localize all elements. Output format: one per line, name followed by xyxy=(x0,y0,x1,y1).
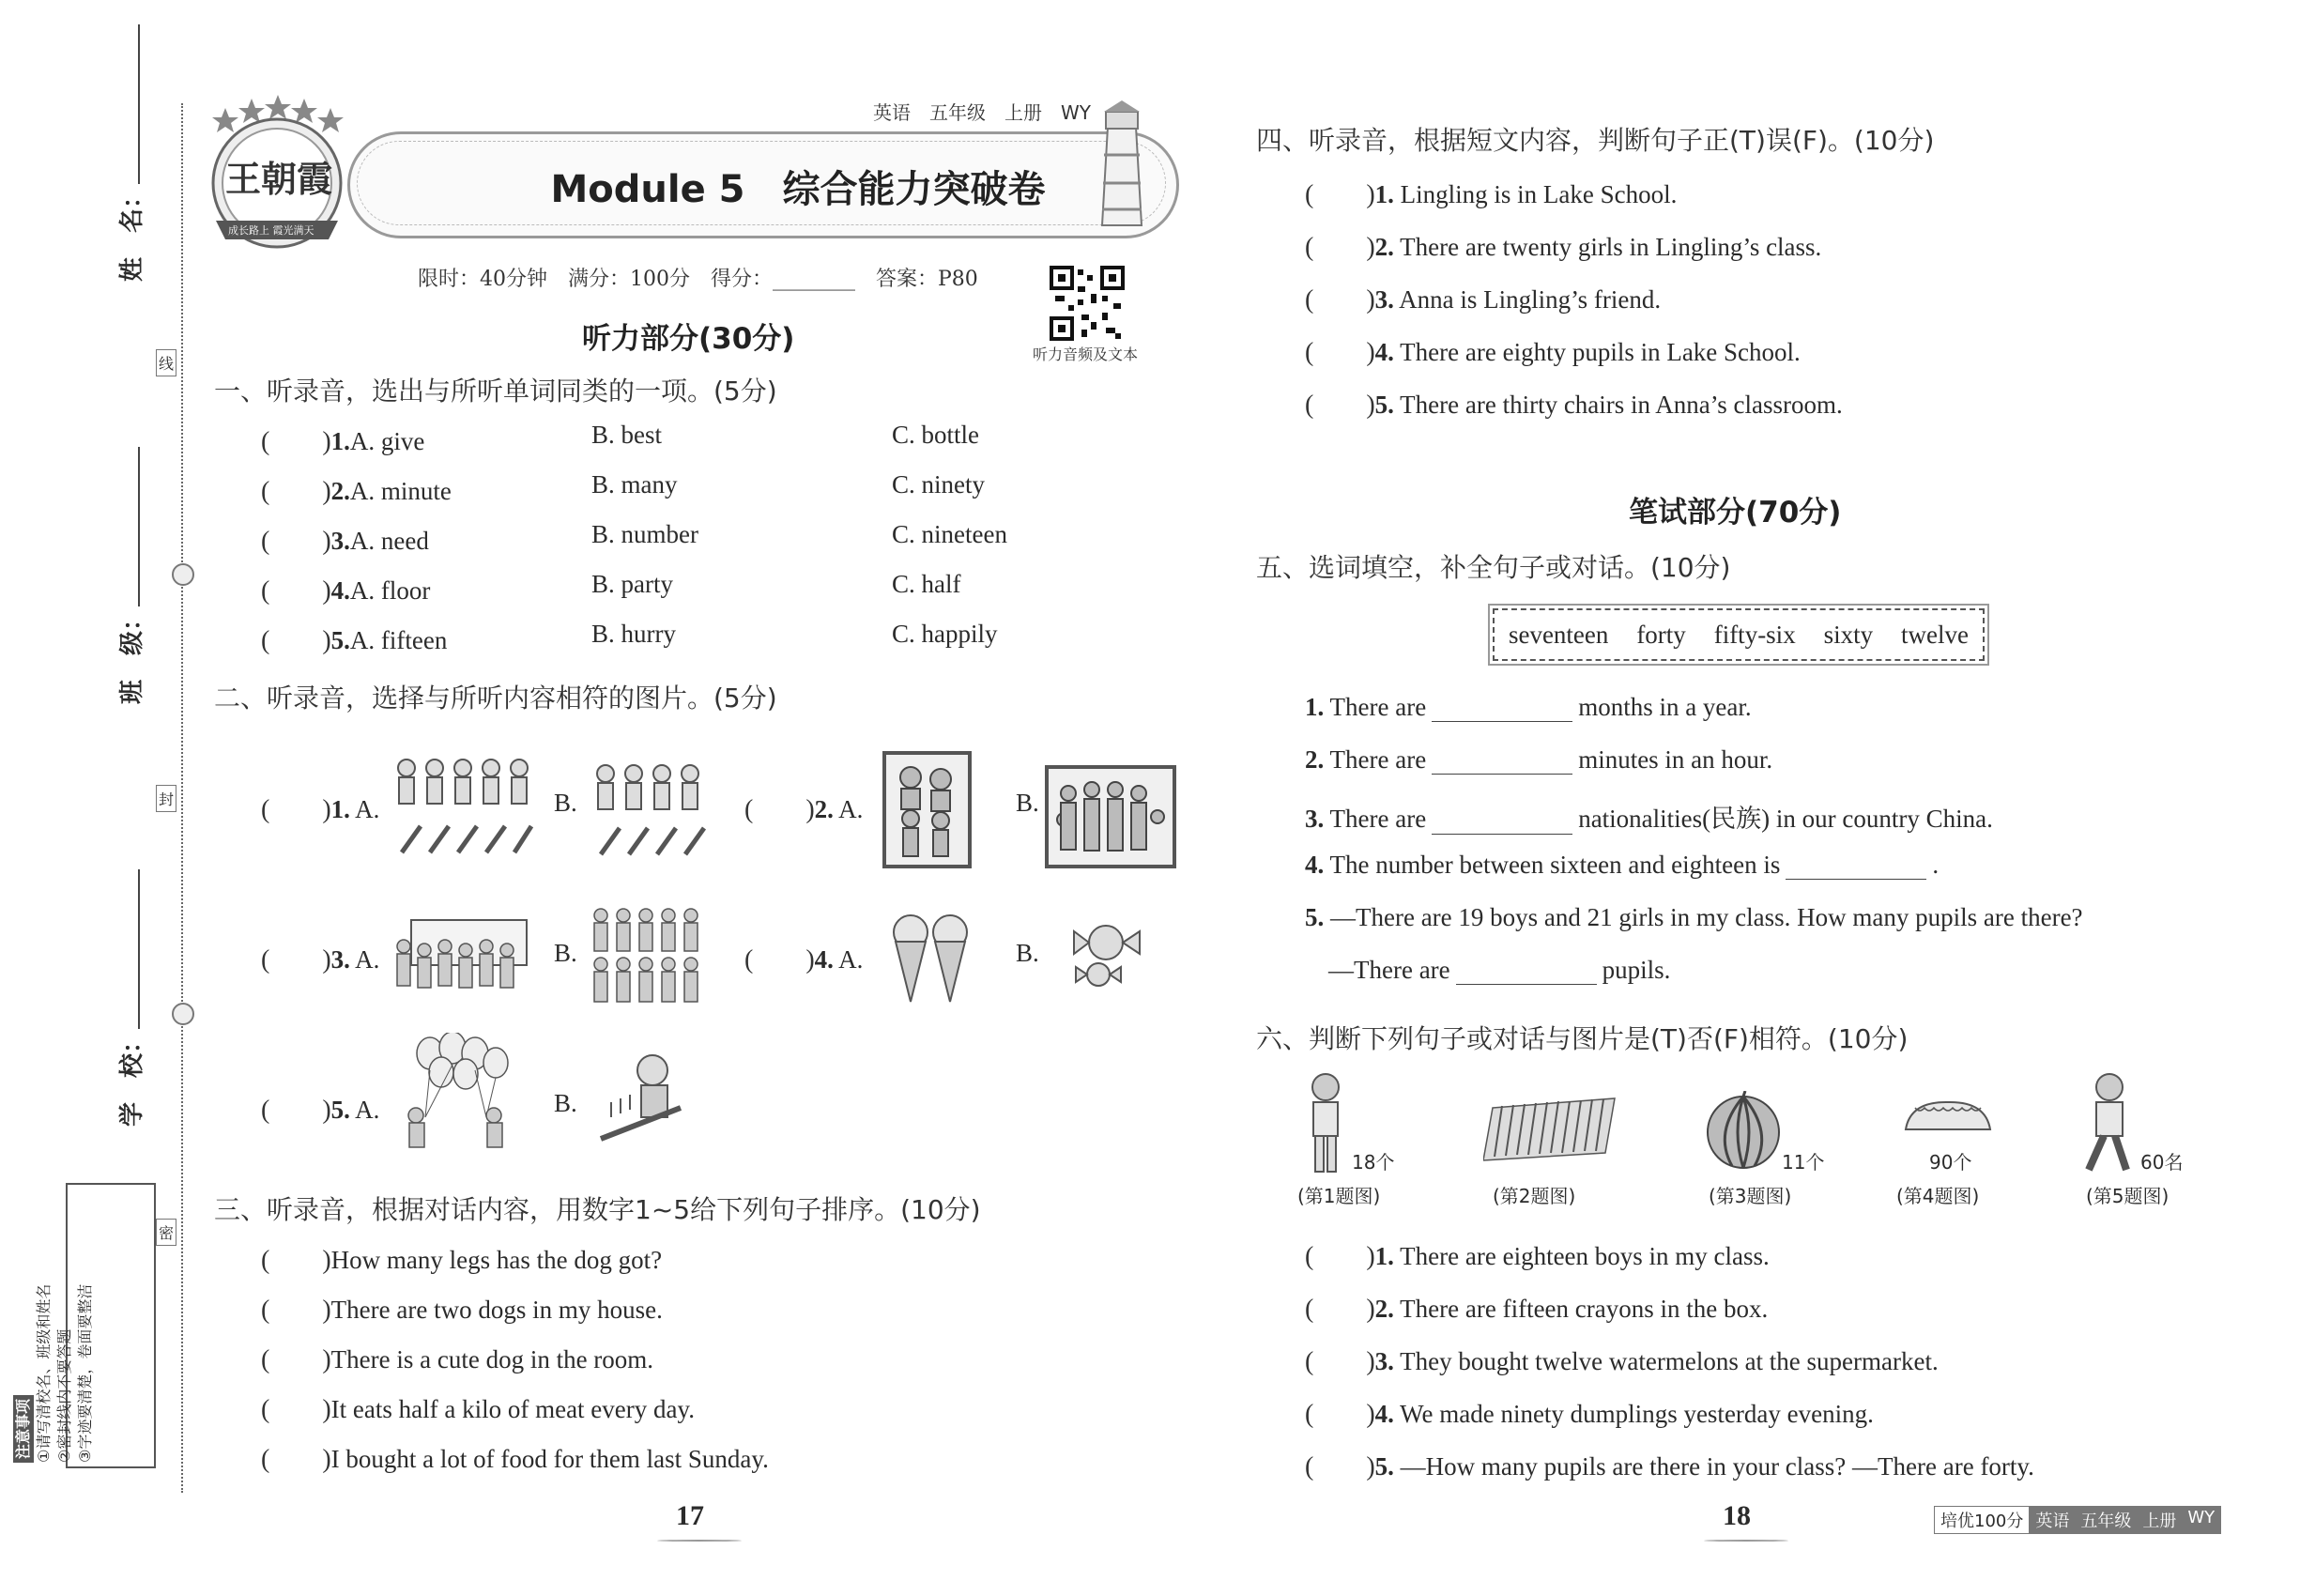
punch-hole-icon xyxy=(172,563,194,586)
fill-blank-item xyxy=(1305,903,2083,932)
list-item xyxy=(1305,279,1661,316)
pic-caption: (第2题图) xyxy=(1493,1185,1576,1207)
writing-title: 笔试部分(70分) xyxy=(1629,496,1842,529)
item-number: 2. xyxy=(330,477,350,505)
word-bank xyxy=(1493,608,1985,661)
item-number: 1. xyxy=(330,427,350,455)
watermelon-icon xyxy=(1704,1091,1784,1171)
item-number: 4. xyxy=(330,576,350,605)
item-number: 5. xyxy=(1374,391,1394,419)
picture-question xyxy=(744,939,863,976)
option-b: B. hurry xyxy=(591,620,676,648)
section-5-title: 五、选词填空，补全句子或对话。(10分) xyxy=(1256,552,1731,583)
item-number: 3. xyxy=(1374,1347,1394,1375)
list-item xyxy=(261,1239,662,1277)
notice-item: ③字迹要清楚，卷面要整洁 xyxy=(76,1283,94,1463)
list-item xyxy=(261,1389,695,1426)
sentence: There are twenty girls in Lingling’s class. xyxy=(1400,233,1822,261)
option-a: A. minute xyxy=(349,477,452,505)
candies-picture[interactable] xyxy=(1061,911,1155,995)
option-b: B. best xyxy=(591,421,663,449)
list-item xyxy=(1305,1393,1874,1431)
family-of-four-photo-picture[interactable] xyxy=(882,751,972,868)
exam-meta: 限时：40分钟 满分：100分 得分：________ 答案：P80 xyxy=(418,268,978,291)
answer-paren[interactable]: ( ) xyxy=(1305,285,1375,315)
list-item xyxy=(261,1289,663,1327)
boy-blowing-candles-picture[interactable] xyxy=(596,1050,685,1143)
answer-paren[interactable]: ( ) xyxy=(1305,1242,1375,1271)
word-bank-item: seventeen xyxy=(1508,620,1609,649)
notice-item: ②密封线内不要答题 xyxy=(55,1328,73,1463)
list-item xyxy=(1305,174,1677,211)
option-a-label: A. xyxy=(355,795,380,823)
sentence-post: pupils. xyxy=(1602,956,1671,984)
list-item xyxy=(1305,384,1843,422)
answer-paren[interactable]: ( ) xyxy=(261,626,331,655)
answer-paren[interactable]: ( ) xyxy=(261,1246,331,1275)
section-1-title: 一、听录音，选出与所听单词同类的一项。(5分) xyxy=(214,376,777,407)
option-b-label: B. xyxy=(554,1089,577,1117)
page-number-swash xyxy=(1704,1540,1788,1542)
fill-blank-item xyxy=(1328,956,1670,985)
item-number: 3. xyxy=(1374,285,1394,314)
sentence: Lingling is in Lake School. xyxy=(1400,180,1678,208)
answer-paren[interactable]: ( ) xyxy=(1305,180,1375,209)
option-b: B. many xyxy=(591,470,678,499)
four-kids-pencils-picture[interactable] xyxy=(591,759,709,860)
list-item xyxy=(261,421,1153,458)
picture-question xyxy=(261,789,379,826)
item-number: 1. xyxy=(1374,180,1394,208)
option-c: C. nineteen xyxy=(892,520,1007,548)
running-boy-icon xyxy=(2079,1070,2140,1175)
word-bank-item: forty xyxy=(1636,620,1686,649)
section-2-title: 二、听录音，选择与所听内容相符的图片。(5分) xyxy=(214,683,777,714)
answer-paren[interactable]: ( ) xyxy=(261,1096,331,1125)
answer-paren[interactable]: ( ) xyxy=(261,1296,331,1325)
fill-blank-item xyxy=(1305,693,1752,722)
sentence-post: . xyxy=(1932,851,1940,879)
pic-caption: (第3题图) xyxy=(1709,1185,1792,1207)
notice-box xyxy=(14,1183,156,1468)
answer-paren[interactable]: ( ) xyxy=(261,576,331,606)
pic-caption: (第1题图) xyxy=(1297,1185,1381,1207)
family-of-six-photo-picture[interactable] xyxy=(1045,765,1176,868)
sentence: How many legs has the dog got? xyxy=(330,1246,663,1274)
footer-tag xyxy=(1934,1506,2221,1534)
name-label: 姓 名： xyxy=(113,24,147,282)
logo-text: 王朝霞 xyxy=(225,159,333,200)
picture-question xyxy=(261,1089,379,1127)
boy-figure-icon xyxy=(1300,1070,1352,1175)
school-label: 学 校： xyxy=(113,869,147,1127)
picture-question xyxy=(744,789,863,826)
list-item xyxy=(1305,331,1801,369)
option-a-label: A. xyxy=(355,1096,380,1124)
sentence: We made ninety dumplings yesterday evening. xyxy=(1400,1400,1874,1428)
word-bank-item: twelve xyxy=(1901,620,1970,649)
answer-paren[interactable]: ( ) xyxy=(1305,1452,1375,1481)
answer-paren[interactable]: ( ) xyxy=(1305,391,1375,420)
item-number: 5. xyxy=(1374,1452,1394,1481)
page-number-right: 18 xyxy=(1723,1500,1751,1531)
answer-paren[interactable]: ( ) xyxy=(261,945,331,974)
pic-count: 90个 xyxy=(1929,1151,1972,1174)
section-3-title: 三、听录音，根据对话内容，用数字1~5给下列句子排序。(10分) xyxy=(214,1194,981,1225)
footer-tag-volume: 上册 xyxy=(2137,1507,2182,1533)
item-number: 1. xyxy=(1374,1242,1394,1270)
class-label: 班 级： xyxy=(113,447,147,704)
answer-paren[interactable]: ( ) xyxy=(1305,338,1375,367)
item-number: 5. xyxy=(330,1096,350,1124)
sentence: There are eighteen boys in my class. xyxy=(1400,1242,1770,1270)
cut-mark-3: 密 xyxy=(156,1219,176,1246)
pic-caption: (第5题图) xyxy=(2086,1185,2170,1207)
option-a: A. give xyxy=(349,427,425,455)
option-a: A. fifteen xyxy=(349,626,448,654)
sentence: There is a cute dog in the room. xyxy=(330,1345,654,1373)
footer-tag-subject: 英语 xyxy=(2030,1507,2075,1533)
classroom-students-picture[interactable] xyxy=(392,918,529,993)
option-a-label: A. xyxy=(838,795,864,823)
sentence: Anna is Lingling’s friend. xyxy=(1399,285,1662,314)
answer-paren[interactable]: ( ) xyxy=(1305,1295,1375,1324)
qr-code-icon[interactable] xyxy=(1050,266,1125,341)
option-c: C. happily xyxy=(892,620,998,648)
item-number: 3. xyxy=(330,945,350,974)
section-6-title: 六、判断下列句子或对话与图片是(T)否(F)相符。(10分) xyxy=(1256,1023,1909,1054)
item-number: 4. xyxy=(1374,338,1394,366)
item-number: 4. xyxy=(1305,851,1325,879)
answer-blank[interactable] xyxy=(1432,753,1572,775)
item-number: 5. xyxy=(330,626,350,654)
answer-blank[interactable] xyxy=(1786,858,1926,880)
option-b-label: B. xyxy=(1016,939,1039,967)
item-number: 3. xyxy=(330,527,350,555)
word-bank-item: sixty xyxy=(1823,620,1874,649)
option-a: A. floor xyxy=(349,576,431,605)
list-item xyxy=(1305,1288,1768,1326)
picture-question xyxy=(261,939,379,976)
page-number-swash xyxy=(657,1540,742,1542)
item-number: 1. xyxy=(1305,693,1325,721)
list-item xyxy=(261,620,1153,657)
lighthouse-icon xyxy=(1080,99,1164,230)
exam-title: Module 5 综合能力突破卷 xyxy=(550,168,1046,211)
option-b-label: B. xyxy=(1016,789,1039,817)
sentence: I bought a lot of food for them last Sunday. xyxy=(330,1445,769,1473)
footer-tag-grade: 五年级 xyxy=(2075,1507,2137,1533)
item-number: 5. xyxy=(1305,903,1325,931)
punch-hole-icon xyxy=(172,1003,194,1025)
list-item xyxy=(261,570,1153,607)
option-c: C. bottle xyxy=(892,421,979,449)
list-item xyxy=(1305,1341,1939,1378)
list-item xyxy=(261,1339,653,1376)
list-item xyxy=(1305,1235,1770,1273)
option-b-label: B. xyxy=(554,789,577,817)
answer-paren[interactable]: ( ) xyxy=(1305,1347,1375,1376)
dumpling-icon xyxy=(1901,1097,1995,1139)
item-number: 4. xyxy=(1374,1400,1394,1428)
item-number: 4. xyxy=(814,945,834,974)
pic-count: 18个 xyxy=(1352,1151,1395,1174)
sentence-pre: The number between sixteen and eighteen is xyxy=(1329,851,1781,879)
answer-paren[interactable]: ( ) xyxy=(744,795,815,824)
option-c: C. ninety xyxy=(892,470,985,499)
option-a: A. need xyxy=(349,527,429,555)
option-b: B. party xyxy=(591,570,673,598)
answer-paren[interactable]: ( ) xyxy=(261,477,331,506)
subject-line: 英语 五年级 上册 WY xyxy=(873,101,1091,124)
logo-subtext: 成长路上 霞光满天 xyxy=(228,224,314,237)
sentence-pre: There are xyxy=(1329,805,1427,833)
sentence-post: nationalities(民族) in our country China. xyxy=(1578,805,1993,833)
option-c: C. half xyxy=(892,570,961,598)
page-number-left: 17 xyxy=(676,1500,704,1531)
kids-with-balloons-picture[interactable] xyxy=(392,1033,529,1150)
item-number: 2. xyxy=(1374,1295,1394,1323)
answer-blank[interactable] xyxy=(1432,813,1572,835)
option-a-label: A. xyxy=(355,945,380,974)
sentence-post: months in a year. xyxy=(1578,693,1752,721)
sentence: It eats half a kilo of meat every day. xyxy=(330,1395,695,1423)
list-item xyxy=(1305,1446,2034,1483)
fill-blank-item xyxy=(1305,745,1772,775)
answer-paren[interactable]: ( ) xyxy=(261,427,331,456)
five-kids-pencils-picture[interactable] xyxy=(392,751,533,859)
answer-paren[interactable]: ( ) xyxy=(261,795,331,824)
sentence: —How many pupils are there in your class? —There are forty. xyxy=(1400,1452,2034,1481)
answer-paren[interactable]: ( ) xyxy=(1305,233,1375,262)
answer-blank[interactable] xyxy=(1432,700,1572,722)
fill-blank-item xyxy=(1305,851,1939,880)
sentence-pre: —There are xyxy=(1328,956,1450,984)
list-item xyxy=(1305,226,1821,264)
sentence: There are two dogs in my house. xyxy=(330,1296,663,1324)
list-item xyxy=(261,520,1153,558)
section-4-title: 四、听录音，根据短文内容，判断句子正(T)误(F)。(10分) xyxy=(1256,125,1935,156)
crayon-box-icon xyxy=(1483,1097,1624,1162)
option-b: B. number xyxy=(591,520,698,548)
list-item xyxy=(261,470,1153,508)
answer-paren[interactable]: ( ) xyxy=(261,1395,331,1424)
sentence: They bought twelve watermelons at the supermarket. xyxy=(1400,1347,1939,1375)
item-number: 2. xyxy=(1305,745,1325,774)
pic-count: 60名 xyxy=(2140,1151,2184,1174)
footer-tag-brand: 培优100分 xyxy=(1935,1507,2030,1533)
sentence-pre: There are xyxy=(1329,693,1427,721)
two-rows-kids-picture[interactable] xyxy=(590,906,707,1007)
sentence-post: minutes in an hour. xyxy=(1578,745,1773,774)
sentence: There are fifteen crayons in the box. xyxy=(1400,1295,1769,1323)
answer-blank[interactable] xyxy=(1456,963,1597,985)
item-number: 3. xyxy=(1305,805,1325,833)
sentence: There are eighty pupils in Lake School. xyxy=(1400,338,1801,366)
word-bank-item: fifty-six xyxy=(1713,620,1796,649)
answer-paren[interactable]: ( ) xyxy=(261,1445,331,1474)
ice-cream-cones-picture[interactable] xyxy=(882,906,981,1005)
answer-paren[interactable]: ( ) xyxy=(261,527,331,556)
cut-mark-1: 线 xyxy=(156,349,176,376)
sentence-pre: —There are 19 boys and 21 girls in my class. How many pupils are there? xyxy=(1330,903,2083,931)
notice-item: ①请写清校名、班级和姓名 xyxy=(35,1283,53,1463)
sentence: There are thirty chairs in Anna’s classroom. xyxy=(1400,391,1843,419)
answer-paren[interactable]: ( ) xyxy=(261,1345,331,1374)
option-b-label: B. xyxy=(554,939,577,967)
item-number: 2. xyxy=(1374,233,1394,261)
item-number: 2. xyxy=(814,795,834,823)
qr-caption: 听力音频及文本 xyxy=(1033,345,1139,363)
answer-paren[interactable]: ( ) xyxy=(744,945,815,974)
fill-blank-item xyxy=(1305,798,1993,835)
pic-count: 11个 xyxy=(1782,1151,1825,1174)
listening-title: 听力部分(30分) xyxy=(582,322,795,356)
answer-paren[interactable]: ( ) xyxy=(1305,1400,1375,1429)
sentence-pre: There are xyxy=(1329,745,1427,774)
footer-tag-edition: WY xyxy=(2182,1507,2220,1533)
pic-caption: (第4题图) xyxy=(1896,1185,1980,1207)
list-item xyxy=(261,1438,769,1476)
notice-title: 注意事项 xyxy=(13,1395,34,1463)
option-a-label: A. xyxy=(838,945,864,974)
seal-line xyxy=(181,103,183,1493)
item-number: 1. xyxy=(330,795,350,823)
cut-mark-2: 封 xyxy=(156,785,176,812)
